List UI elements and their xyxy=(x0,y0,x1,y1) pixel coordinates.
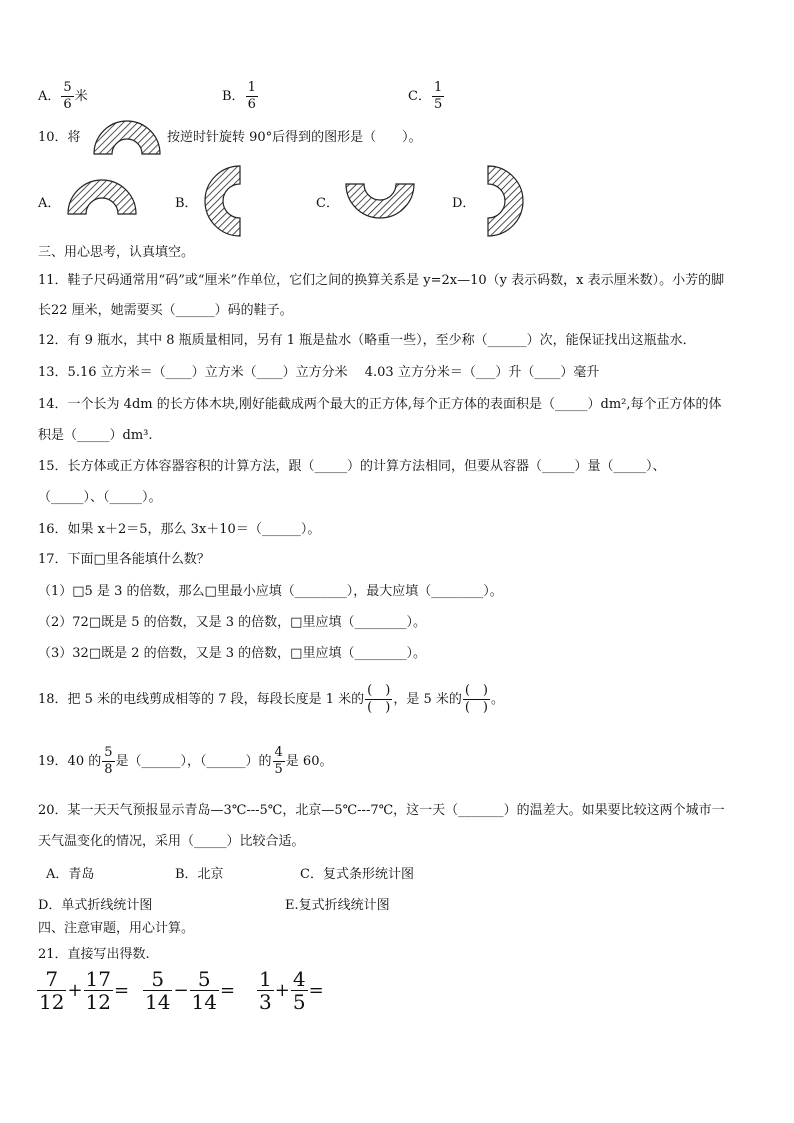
q20-line-2: 天气温变化的情况，采用（_____）比较合适。 xyxy=(38,834,305,849)
calc-expression-3: $\frac{1}{3}$ + $\frac{4}{5}$ = xyxy=(259,967,324,1014)
q20-option-d: D．单式折线统计图 xyxy=(38,898,153,913)
q10-option-a-label: A． xyxy=(38,196,61,211)
q10-arch-figure xyxy=(92,118,162,158)
q18-blank-fraction-2: $\frac{( )}{( )}$ xyxy=(464,683,489,715)
calc-expression-1: $\frac{7}{12}$ + $\frac{17}{12}$ = xyxy=(39,967,130,1014)
q15-line-1: 15．长方体或正方体容器容积的计算方法，跟（_____）的计算方法相同，但要从容器（_____）量（_____）、 xyxy=(38,459,666,474)
q16: 16．如果 x＋2＝5，那么 3x＋10＝（______）。 xyxy=(38,522,321,537)
q18: 18．把 5 米的电线剪成相等的 7 段，每段长度是 1 米的 $\frac{( )}{( )}$ ，是 5 米的 $\frac{( )}{( )}$ 。 xyxy=(38,683,505,715)
calc-expression-2: $\frac{5}{14}$ − $\frac{5}{14}$ = xyxy=(145,967,236,1014)
q9-option-a-fraction: $\frac{5}{6}$ xyxy=(63,80,72,112)
section-4-heading: 四、注意审题，用心计算。 xyxy=(38,921,195,936)
q10-option-c-label: C． xyxy=(316,196,339,211)
q11-line-1: 11．鞋子尺码通常用“码”或“厘米”作单位，它们之间的换算关系是 y=2x—10（y 表示码数，x 表示厘米数）。小芳的脚 xyxy=(38,273,725,288)
q10-text: 按逆时针旋转 90°后得到的图形是（ ）。 xyxy=(167,130,422,145)
q18-blank-fraction-1: $\frac{( )}{( )}$ xyxy=(367,683,391,715)
q15-line-2: （_____）、（_____）。 xyxy=(38,490,162,505)
q9-option-b: B． $\frac{1}{6}$ xyxy=(222,80,256,112)
q19: 19．40 的 $\frac{5}{8}$ 是（______），（______）的 $\frac{4}{5}$ 是 60。 xyxy=(38,745,333,777)
q13: 13．5.16 立方米＝（____）立方米（____）立方分米 4.03 立方分米＝（___）升（____）毫升 xyxy=(38,365,600,380)
q17: 17．下面□里各能填什么数？ xyxy=(38,552,210,567)
q20-option-c: C．复式条形统计图 xyxy=(300,867,414,882)
q10-option-d-figure xyxy=(484,164,524,238)
q14-line-2: 积是（_____）dm³. xyxy=(38,428,153,443)
q10-number: 10．将 xyxy=(38,130,81,145)
q10-option-b-figure xyxy=(204,164,244,238)
q9-option-c: C． $\frac{1}{5}$ xyxy=(408,80,443,112)
q20-option-b: B．北京 xyxy=(175,867,224,882)
q9-option-b-fraction: $\frac{1}{6}$ xyxy=(247,80,256,112)
q20-line-1: 20．某一天天气预报显示青岛—3℃---5℃，北京—5℃---7℃，这一天（_______）的温差大。如果要比较这两个城市一 xyxy=(38,803,725,818)
q14-line-1: 14．一个长为 4dm 的长方体木块,刚好能截成两个最大的正方体,每个正方体的表面积是（_____）dm²,每个正方体的体 xyxy=(38,397,722,412)
q20-option-a: A．青岛 xyxy=(46,867,95,882)
q12: 12．有 9 瓶水，其中 8 瓶质量相同，另有 1 瓶是盐水（略重一些），至少称（______）次，能保证找出这瓶盐水． xyxy=(38,333,696,348)
q17-part-1: （1）□5 是 3 的倍数，那么□里最小应填（________），最大应填（________）。 xyxy=(38,584,503,599)
q21: 21．直接写出得数. xyxy=(38,947,150,962)
q11-line-2: 长22 厘米，她需要买（______）码的鞋子。 xyxy=(38,303,293,318)
q19-fraction-5-8: $\frac{5}{8}$ xyxy=(104,745,113,777)
q17-part-2: （2）72□既是 5 的倍数，又是 3 的倍数，□里应填（________）。 xyxy=(38,615,426,630)
q10-option-a-figure xyxy=(66,178,138,218)
q19-fraction-4-5: $\frac{4}{5}$ xyxy=(274,745,283,777)
q10-option-c-figure xyxy=(344,182,416,222)
q9-option-a: A． $\frac{5}{6}$ 米 xyxy=(38,80,88,112)
q17-part-3: （3）32□既是 2 的倍数，又是 3 的倍数，□里应填（________）。 xyxy=(38,646,426,661)
section-3-heading: 三、用心思考，认真填空。 xyxy=(38,245,195,260)
q9-option-c-fraction: $\frac{1}{5}$ xyxy=(433,80,443,112)
q10-option-d-label: D． xyxy=(452,196,476,211)
q10-option-b-label: B． xyxy=(175,196,198,211)
q20-option-e: E.复式折线统计图 xyxy=(285,898,390,913)
